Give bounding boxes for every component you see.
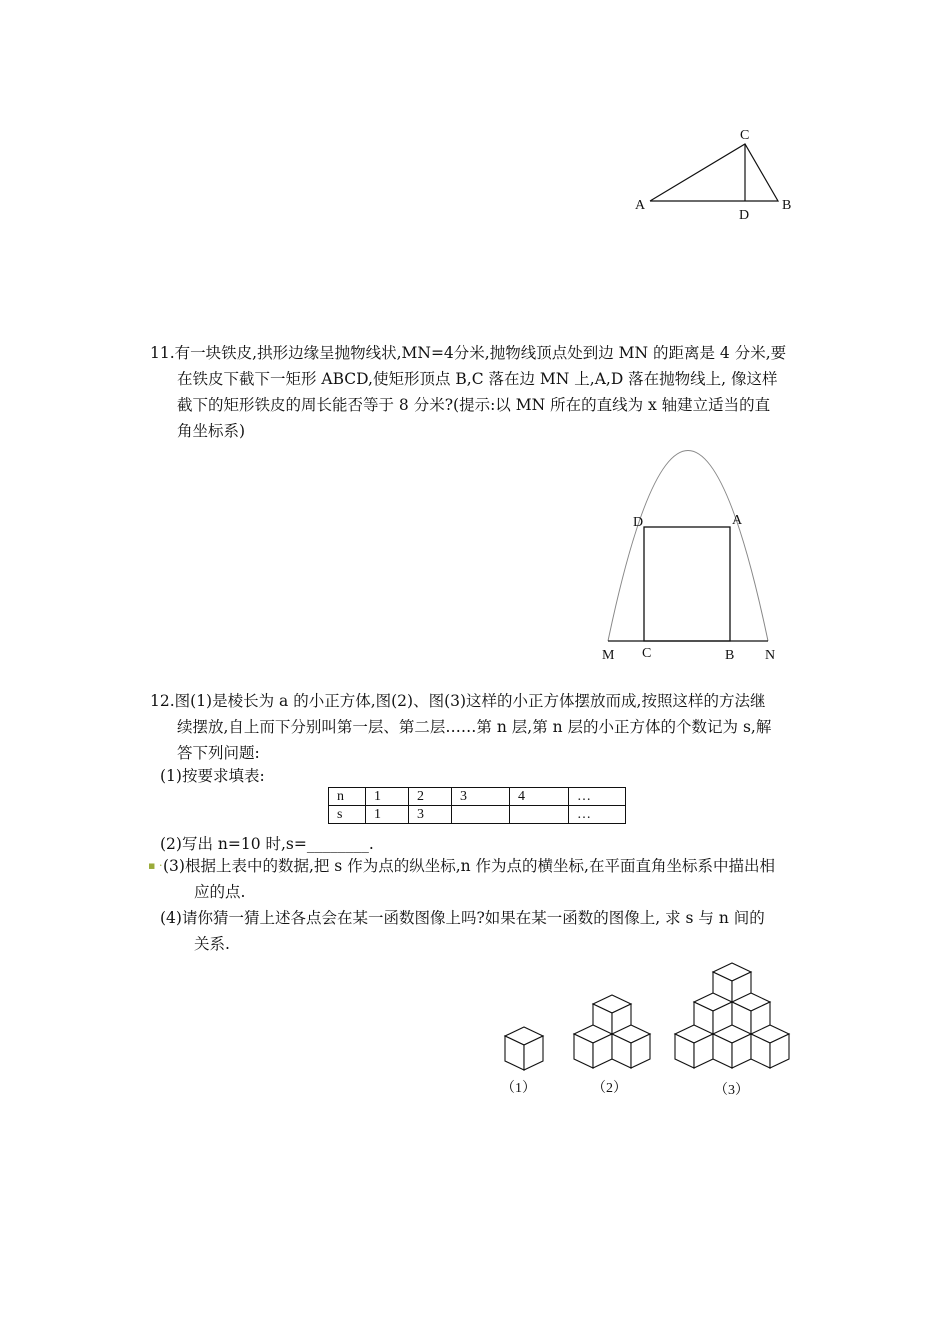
table-row [329, 788, 626, 806]
label-c: C [740, 128, 750, 143]
table-cell [452, 806, 510, 824]
margin-mark: ▪ · [148, 859, 163, 872]
cube [505, 1027, 543, 1070]
table-cell: … [569, 788, 626, 806]
table-cell: … [569, 806, 626, 824]
label-a: A [635, 198, 646, 213]
cube [751, 1025, 789, 1068]
label-d: D [739, 208, 750, 223]
q12-sub4-line-1: (4)请你猜一猜上述各点会在某一函数图像上吗?如果在某一函数的图像上, 求 s 与 n 间的 [160, 909, 765, 927]
table-cell: 4 [510, 788, 569, 806]
table-cell: 1 [366, 788, 409, 806]
cube [612, 1025, 650, 1068]
label-m: M [602, 648, 615, 663]
caption-2: （2） [592, 1081, 627, 1096]
q11-line-2: 在铁皮下截下一矩形 ABCD,使矩形顶点 B,C 落在边 MN 上,A,D 落在抛物线上, 像这样 [177, 370, 778, 388]
q12-line-3: 答下列问题: [177, 744, 260, 762]
q12-sub3-line-1: (3)根据上表中的数据,把 s 作为点的纵坐标,n 作为点的横坐标,在平面直角坐标系中描出相 [163, 857, 775, 875]
caption-3: （3） [714, 1083, 749, 1098]
table-row [329, 806, 626, 824]
parabola-figure [595, 440, 790, 670]
fill-table [328, 787, 626, 824]
table-cell: n [329, 788, 366, 806]
q11-line-1: 11.有一块铁皮,拱形边缘呈抛物线状,MN=4分米,抛物线顶点处到边 MN 的距离是 4 分米,要 [150, 344, 787, 362]
q12-line-2: 续摆放,自上而下分别叫第一层、第二层……第 n 层,第 n 层的小正方体的个数记为 s,解 [177, 718, 772, 736]
caption-1: （1） [501, 1081, 536, 1096]
table-cell: 3 [452, 788, 510, 806]
table-cell [510, 806, 569, 824]
table-cell: 3 [409, 806, 452, 824]
cube [713, 1025, 751, 1068]
q11-line-4: 角坐标系) [177, 422, 246, 440]
cube-figures [495, 955, 805, 1105]
table-cell: 1 [366, 806, 409, 824]
label-d: D [633, 515, 644, 530]
q12-sub4-line-2: 关系. [194, 935, 230, 953]
q12-sub3-line-2: 应的点. [194, 883, 246, 901]
label-c: C [642, 646, 652, 661]
cube [675, 1025, 713, 1068]
label-b: B [782, 198, 792, 213]
table-cell: s [329, 806, 366, 824]
q12-sub2: (2)写出 n=10 时,s=________. [160, 835, 374, 853]
q11-line-3: 截下的矩形铁皮的周长能否等于 8 分米?(提示:以 MN 所在的直线为 x 轴建立适当的直 [177, 396, 771, 414]
label-a: A [732, 513, 743, 528]
table-cell: 2 [409, 788, 452, 806]
label-n: N [765, 648, 776, 663]
triangle-figure [630, 120, 800, 225]
q12-sub1: (1)按要求填表: [160, 767, 265, 785]
label-b: B [725, 648, 735, 663]
cube [574, 1025, 612, 1068]
q12-line-1: 12.图(1)是棱长为 a 的小正方体,图(2)、图(3)这样的小正方体摆放而成,按照这样的方法继 [150, 692, 766, 710]
